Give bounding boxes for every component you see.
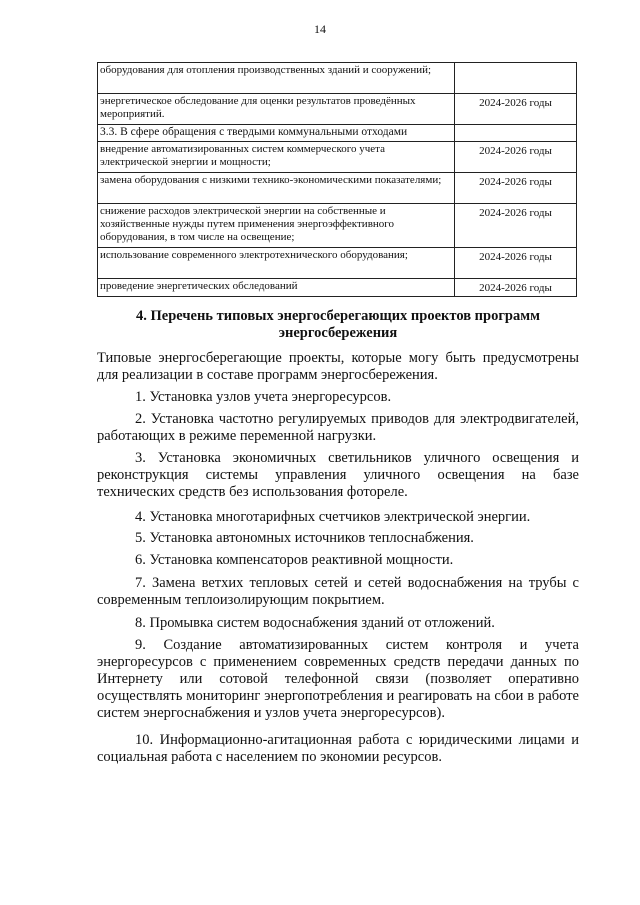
table-cell-activity: оборудования для отопления производственных зданий и сооружений; xyxy=(98,63,455,94)
table-row xyxy=(98,63,577,94)
list-item: 9. Создание автоматизированных систем контроля и учета энергоресурсов с применением современных средств передачи данных по Интернету или сотовой телефонной связи (позволяет оперативно осуществлять мониторинг энергопотребления и реагировать на сбои в работе систем энергоснабжения и узлов учета энергоресурсов). xyxy=(97,637,579,721)
list-item: 1. Установка узлов учета энергоресурсов. xyxy=(135,389,392,405)
table-section-row xyxy=(98,125,577,142)
section-heading: 4. Перечень типовых энергосберегающих проектов программ энергосбережения xyxy=(135,308,540,341)
table-cell-activity: замена оборудования с низкими технико-экономическими показателями; xyxy=(98,173,455,204)
page-number: 14 xyxy=(314,22,326,36)
table-cell-activity: энергетическое обследование для оценки результатов проведённых мероприятий. xyxy=(98,94,455,125)
table-cell-activity: снижение расходов электрической энергии на собственные и хозяйственные нужды путем применения энергоэффективного оборудования, в том числе на освещение; xyxy=(98,204,455,248)
list-item: 6. Установка компенсаторов реактивной мощности. xyxy=(135,552,454,568)
list-item: 3. Установка экономичных светильников уличного освещения и реконструкция системы управления уличного освещения на базе технических средств без использования фотореле. xyxy=(97,450,579,500)
list-item: 2. Установка частотно регулируемых приводов для электродвигателей, работающих в режиме переменной нагрузки. xyxy=(97,411,579,444)
table-cell-period: 2024-2026 годы xyxy=(455,279,577,297)
table-row xyxy=(98,248,577,279)
table-cell-period: 2024-2026 годы xyxy=(455,173,577,204)
list-item: 8. Промывка систем водоснабжения зданий от отложений. xyxy=(135,615,495,631)
table-row xyxy=(98,173,577,204)
measures-table xyxy=(97,62,577,297)
list-item: 5. Установка автономных источников теплоснабжения. xyxy=(135,530,474,546)
table-row xyxy=(98,204,577,248)
table-cell-period: 2024-2026 годы xyxy=(455,142,577,173)
table-cell-activity: использование современного электротехнического оборудования; xyxy=(98,248,455,279)
table-row xyxy=(98,279,577,297)
table-cell-period: 2024-2026 годы xyxy=(455,94,577,125)
table-cell-activity: внедрение автоматизированных систем коммерческого учета электрической энергии и мощности; xyxy=(98,142,455,173)
table-cell-activity: проведение энергетических обследований xyxy=(98,279,455,297)
table-cell-period: 2024-2026 годы xyxy=(455,204,577,248)
intro-paragraph: Типовые энергосберегающие проекты, которые могу быть предусмотрены для реализации в составе программ энергосбережения. xyxy=(97,350,579,383)
table-cell-period xyxy=(455,125,577,142)
table-cell-period xyxy=(455,63,577,94)
list-item: 10. Информационно-агитационная работа с юридическими лицами и социальная работа с населением по экономии ресурсов. xyxy=(97,732,579,765)
table-row xyxy=(98,94,577,125)
list-item: 7. Замена ветхих тепловых сетей и сетей водоснабжения на трубы с современным теплоизолирующим покрытием. xyxy=(97,575,579,608)
list-item: 4. Установка многотарифных счетчиков электрической энергии. xyxy=(135,509,531,525)
table-row xyxy=(98,142,577,173)
table-section-label: 3.3. В сфере обращения с твердыми коммунальными отходами xyxy=(98,125,455,142)
table-cell-period: 2024-2026 годы xyxy=(455,248,577,279)
